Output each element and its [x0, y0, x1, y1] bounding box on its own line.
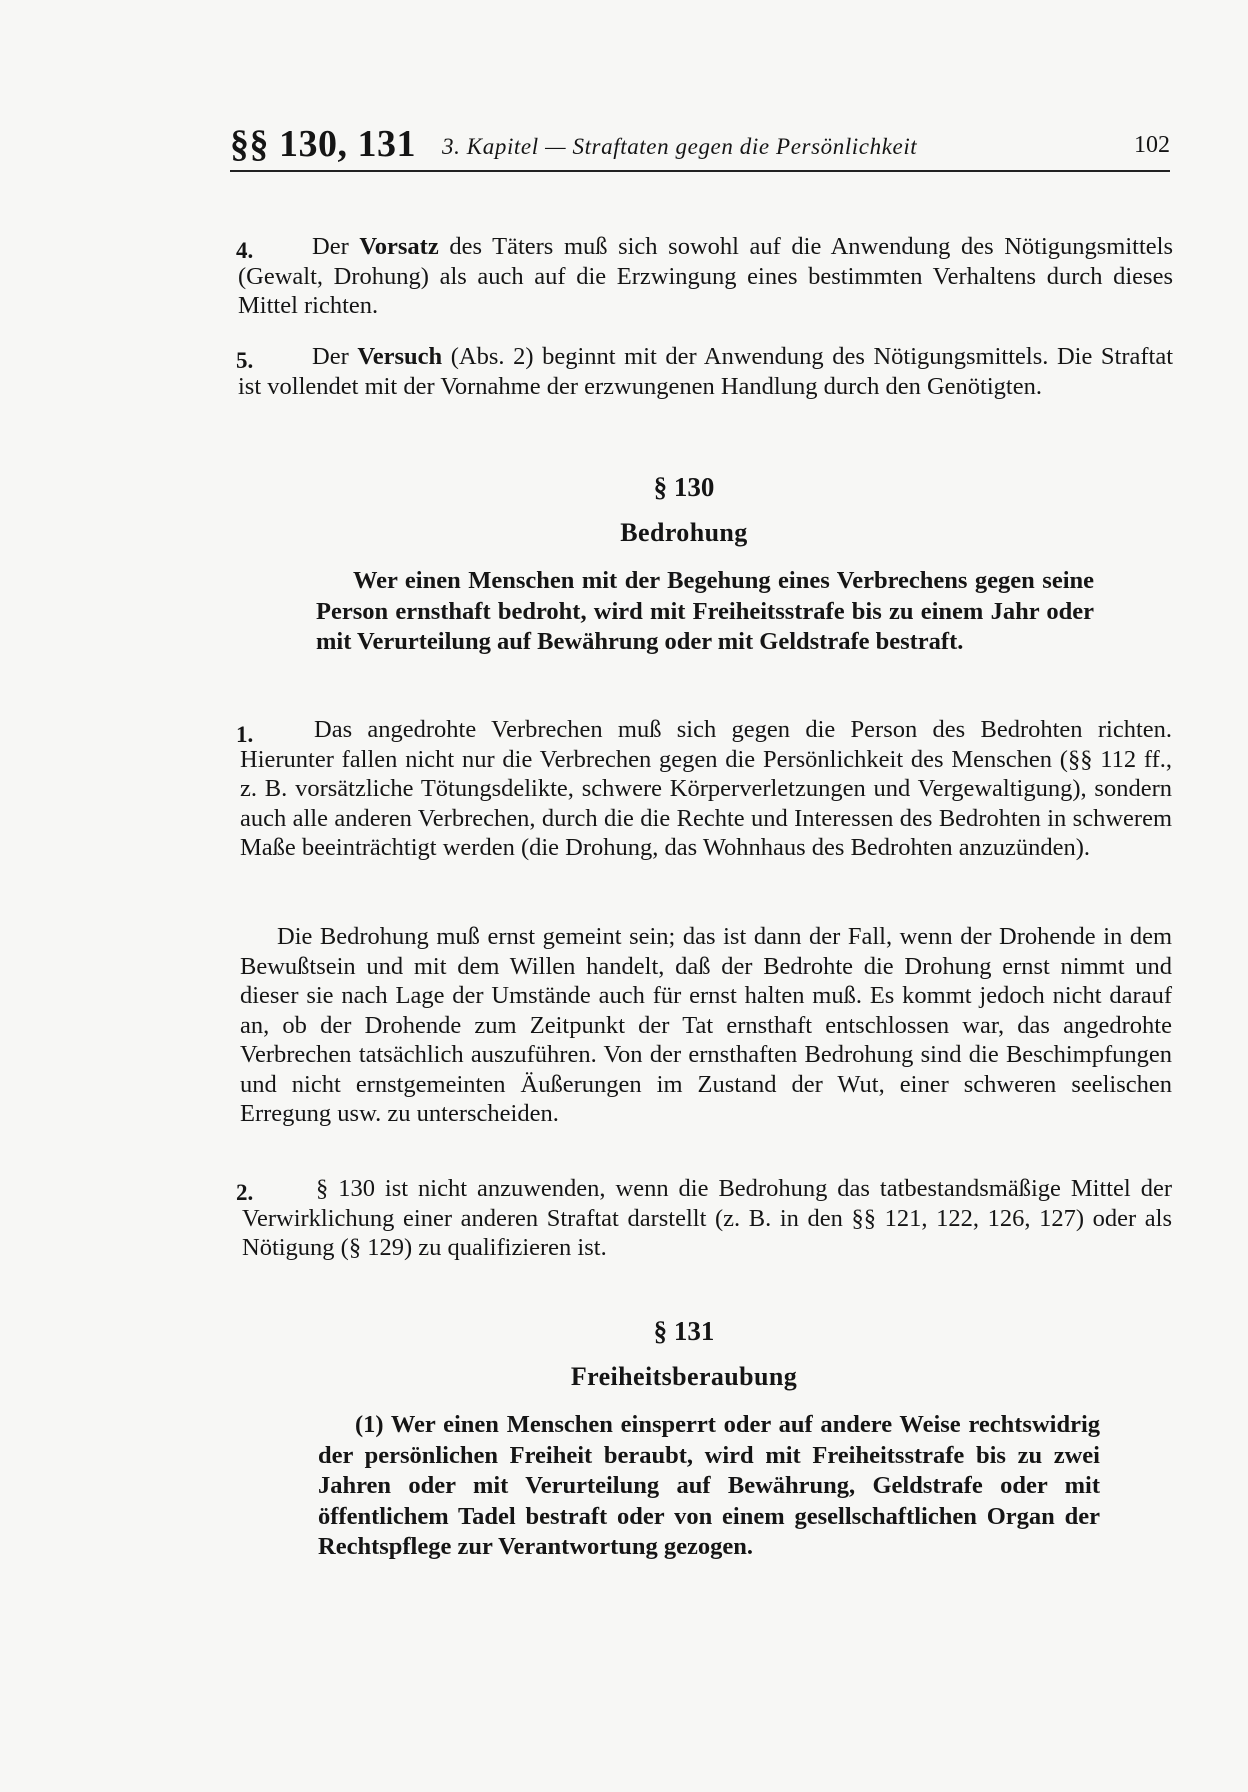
note-text: des Täters muß sich sowohl auf die Anwendung des Nötigungsmittels (Gewalt, Drohung) als auch auf die Erzwingung eines bestimmten Verhaltens durch dieses Mittel richten.	[238, 233, 1173, 319]
header-divider	[230, 170, 1170, 172]
note-lead: Der	[312, 343, 358, 370]
note-number: 4.	[236, 238, 254, 263]
statute-text: (1) Wer einen Menschen einsperrt oder auf andere Weise rechtswidrig der persönlichen Freiheit beraubt, wird mit Freiheitsstrafe bis zu zwei Jahren oder mit Verurteilung auf Bewährung, Geldstrafe oder mit öffentlichem Tadel bestraft oder von einem gesellschaftlichen Organ der Rechtspflege zur Verantwortung gezogen.	[318, 1411, 1100, 1560]
note-number: 5.	[236, 348, 254, 373]
note-paragraph	[238, 232, 1173, 321]
note-number: 1.	[236, 722, 254, 747]
header-section-reference: §§ 130, 131	[230, 123, 416, 165]
running-header	[230, 122, 1170, 170]
note-paragraph: Die Bedrohung muß ernst gemeint sein; das ist dann der Fall, wenn der Drohende in dem Bewußtsein und mit dem Willen handelt, daß der Bedrohte die Drohung ernst nimmt und dieser sie nach Lage der Umstände auch für ernst halten muß. Es kommt jedoch nicht darauf an, ob der Drohende zum Zeitpunkt der Tat ernsthaft entschlossen war, das angedrohte Verbrechen tatsächlich auszuführen. Von der ernsthaften Bedrohung sind die Beschimpfungen und nicht ernstgemeinten Äußerungen im Zustand der Wut, einer schweren seelischen Erregung usw. zu unterscheiden.	[240, 923, 1172, 1127]
note-paragraph	[238, 342, 1173, 401]
note-paragraph: § 130 ist nicht anzuwenden, wenn die Bedrohung das tatbestandsmäßige Mittel der Verwirklichung einer anderen Straftat darstellt (z. B. in den §§ 121, 122, 126, 127) oder als Nötigung (§ 129) zu qualifizieren ist.	[242, 1175, 1172, 1261]
note-term: Versuch	[357, 343, 443, 370]
note-text: (Abs. 2) beginnt mit der Anwendung des Nötigungsmittels. Die Straftat ist vollendet mit der Vornahme der erzwungenen Handlung durch den Genötigten.	[238, 343, 1173, 400]
section-title: Freiheitsberaubung	[570, 1362, 798, 1391]
note-paragraph: Das angedrohte Verbrechen muß sich gegen die Person des Bedrohten richten. Hierunter fallen nicht nur die Verbrechen gegen die Persönlichkeit des Menschen (§§ 112 ff., z. B. vorsätzliche Tötungsdelikte, schwere Körperverletzungen und Vergewaltigung), sondern auch alle anderen Verbrechen, durch die die Rechte und Interessen des Bedrohten in schwerem Maße beeinträchtigt werden (die Drohung, das Wohnhaus des Bedrohten anzuzünden).	[240, 716, 1172, 861]
page-number: 102	[1134, 132, 1170, 158]
section-number: § 131	[653, 1316, 715, 1346]
statute-text: Wer einen Menschen mit der Begehung eines Verbrechens gegen seine Person ernsthaft bedroht, wird mit Freiheitsstrafe bis zu einem Jahr oder mit Verurteilung auf Bewährung oder mit Geldstrafe bestraft.	[316, 567, 1094, 655]
note-number: 2.	[236, 1180, 254, 1205]
section-title: Bedrohung	[620, 518, 748, 547]
note-lead: Der	[312, 233, 360, 260]
section-number: § 130	[653, 472, 715, 502]
note-term: Vorsatz	[359, 233, 439, 260]
header-chapter-title: 3. Kapitel — Straftaten gegen die Persönlichkeit	[442, 134, 918, 159]
